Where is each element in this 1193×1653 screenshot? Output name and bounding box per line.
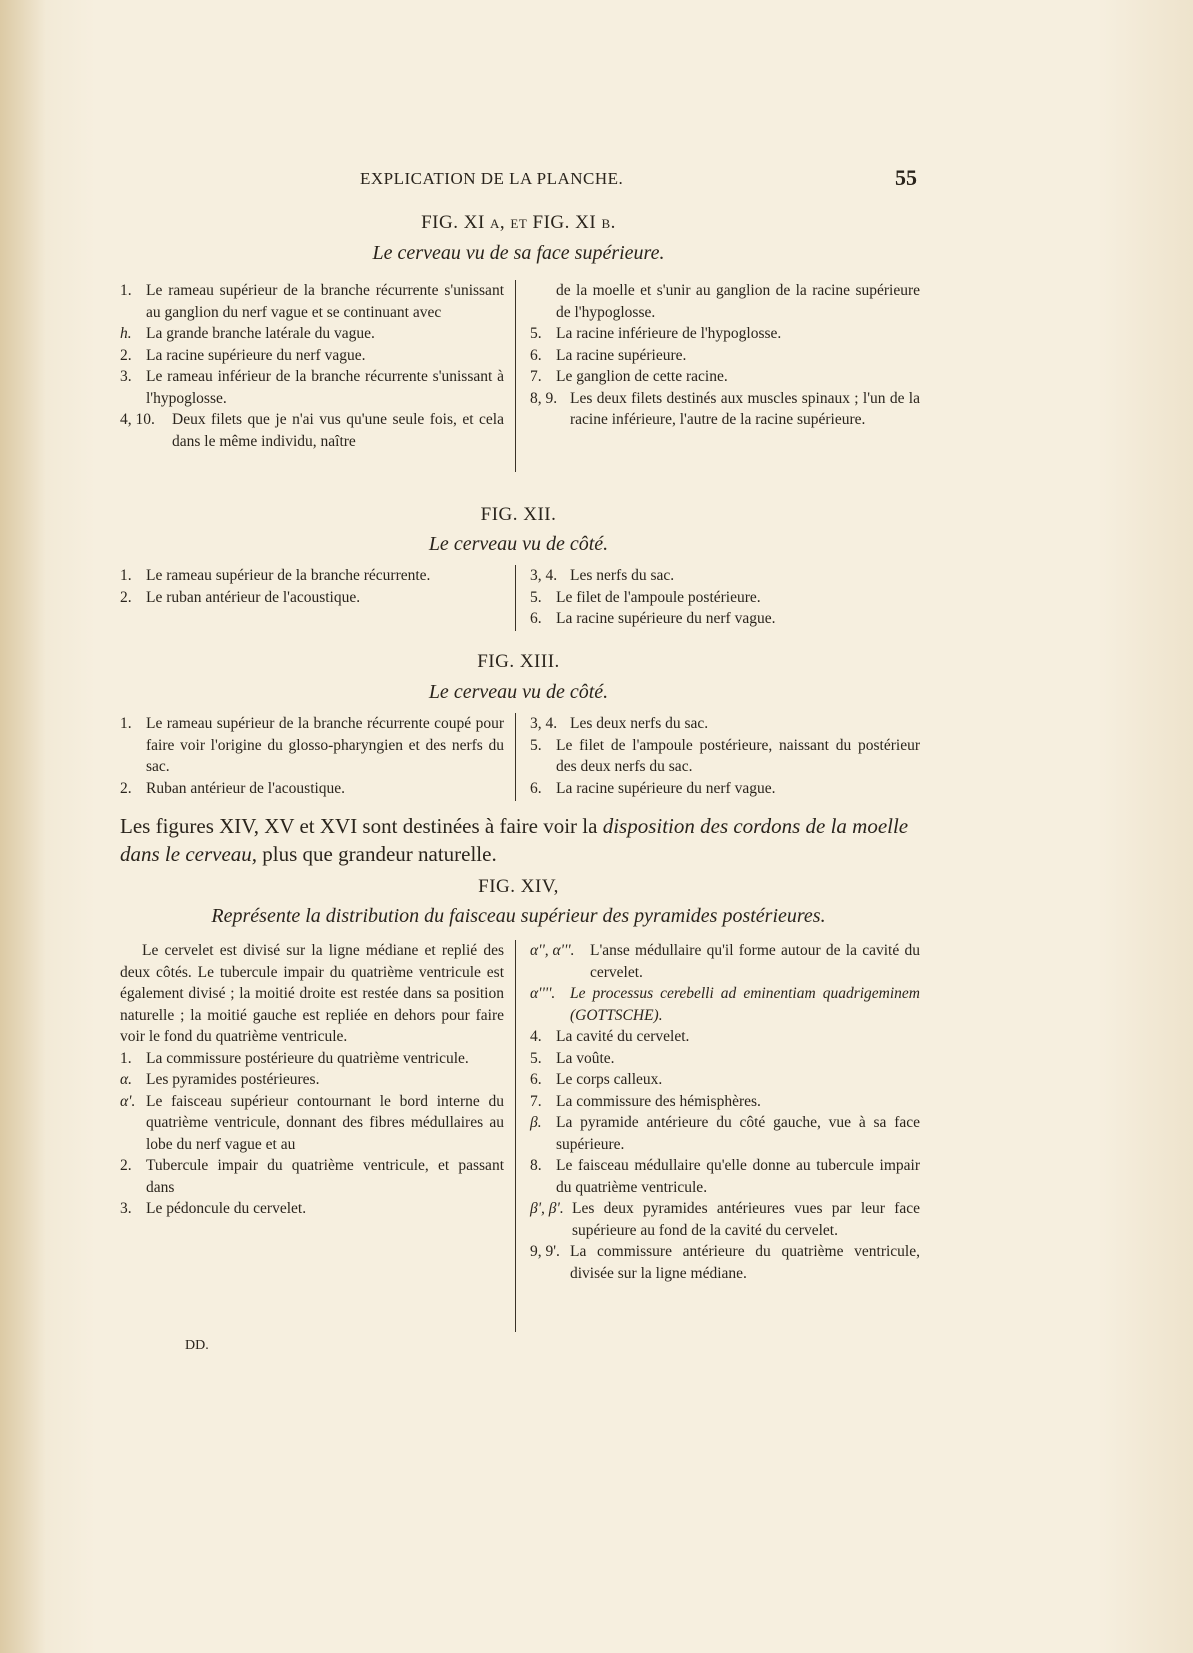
- page-edge-shadow: [0, 0, 46, 1653]
- list-item: 1. La commissure postérieure du quatrième ventricule.: [120, 1049, 469, 1067]
- list-item: 5. La voûte.: [530, 1049, 615, 1067]
- running-title: EXPLICATION DE LA PLANCHE.: [360, 169, 624, 188]
- list-item: α'. Le faisceau supérieur contournant le bord interne du quatrième ventricule, donnant des fibres médullaires au lobe du nerf vague et au: [120, 1092, 504, 1153]
- list-item: 2. Ruban antérieur de l'acoustique.: [120, 779, 346, 797]
- running-head: [120, 165, 917, 195]
- list-item: 5. La racine inférieure de l'hypoglosse.: [530, 325, 782, 342]
- list-item: 6. La racine supérieure du nerf vague.: [530, 610, 776, 627]
- fig-12-heading: FIG. XII.: [480, 504, 557, 525]
- list-item: β. La pyramide antérieure du côté gauche, vue à sa face supérieure.: [530, 1114, 920, 1153]
- intro-paragraph: [120, 812, 917, 868]
- fig-12-subtitle: Le cerveau vu de côté.: [428, 533, 609, 555]
- list-item: 5. Le filet de l'ampoule postérieure.: [530, 588, 761, 606]
- list-item: β', β'. Les deux pyramides antérieures vues par leur face supérieure au fond de la cavité du cervelet.: [530, 1200, 920, 1239]
- intro-text-italic: disposition des cordons de la moelle dans le cerveau,: [120, 814, 909, 866]
- list-item: 4. La cavité du cervelet.: [530, 1028, 690, 1045]
- list-item: 3. Le pédoncule du cervelet.: [120, 1200, 307, 1217]
- list-item: 7. Le ganglion de cette racine.: [530, 368, 728, 385]
- intro-text-3: plus que grandeur naturelle.: [262, 842, 497, 866]
- fig-12-left-column: [120, 565, 504, 608]
- list-item: α. Les pyramides postérieures.: [120, 1071, 320, 1088]
- fig-13-heading: FIG. XIII.: [477, 651, 560, 672]
- list-item: 8, 9. Les deux filets destinés aux muscles spinaux ; l'un de la racine inférieure, l'autre de la racine supérieure.: [530, 389, 920, 428]
- fig-11-heading: FIG. XI a, et FIG. XI b.: [421, 212, 616, 233]
- fig-14-heading: FIG. XIV,: [478, 876, 559, 897]
- column-divider: [515, 940, 516, 1332]
- list-item: 1. Le rameau supérieur de la branche récurrente.: [120, 567, 431, 584]
- column-divider: [515, 713, 516, 801]
- list-item: 1. Le rameau supérieur de la branche récurrente s'unissant au ganglion du nerf vague et se continuant avec: [120, 282, 504, 321]
- list-item: α'', α'''. L'anse médullaire qu'il forme autour de la cavité du cervelet.: [530, 942, 920, 981]
- list-item: de la moelle et s'unir au ganglion de la racine supérieure de l'hypoglosse.: [556, 282, 920, 321]
- fig-14-right-column: [530, 940, 920, 1284]
- fig-14-left-column: [120, 940, 504, 1220]
- column-divider: [515, 280, 516, 472]
- fig-12-right-column: [530, 565, 920, 630]
- fig-11-left-column: [120, 280, 504, 452]
- list-item: 2. La racine supérieure du nerf vague.: [120, 346, 366, 364]
- list-item: h. La grande branche latérale du vague.: [120, 325, 375, 342]
- list-item: 8. Le faisceau médullaire qu'elle donne au tubercule impair du quatrième ventricule.: [530, 1157, 920, 1196]
- fig-13-right-column: [530, 713, 920, 799]
- fig-13-subtitle: Le cerveau vu de côté.: [428, 681, 609, 703]
- list-item: 4, 10. Deux filets que je n'ai vus qu'une seule fois, et cela dans le même individu, naître: [120, 411, 504, 450]
- list-item: 3, 4. Les nerfs du sac.: [530, 567, 675, 584]
- intro-text-1: Les figures XIV, XV et XVI sont destinées à faire voir la: [120, 814, 598, 838]
- list-item: 5. Le filet de l'ampoule postérieure, naissant du postérieur des deux nerfs du sac.: [530, 736, 920, 775]
- fig-11-subtitle: Le cerveau vu de sa face supérieure.: [372, 242, 665, 264]
- fig-14-subtitle: Représente la distribution du faisceau supérieur des pyramides postérieures.: [211, 905, 826, 927]
- list-item: 6. Le corps calleux.: [530, 1071, 663, 1088]
- list-item: 6. La racine supérieure.: [530, 346, 687, 364]
- list-item: 3. Le rameau inférieur de la branche récurrente s'unissant à l'hypoglosse.: [120, 368, 504, 407]
- column-divider: [515, 565, 516, 631]
- page-number: 55: [895, 165, 917, 190]
- signature-mark: DD.: [185, 1338, 209, 1353]
- list-item: 1. Le rameau supérieur de la branche récurrente coupé pour faire voir l'origine du glosso-pharyngien et des nerfs du sac.: [120, 715, 504, 775]
- fig-14-description: Le cervelet est divisé sur la ligne médiane et replié des deux côtés. Le tubercule impair du quatrième ventricule est également divisé ; la moitié droite est restée dans sa position naturelle ; la moitié gauche est repliée en dehors pour faire voir le fond du quatrième ventricule.: [120, 942, 504, 1045]
- fig-11-right-column: [530, 280, 920, 431]
- fig-13-left-column: [120, 713, 504, 799]
- list-item: 2. Tubercule impair du quatrième ventricule, et passant dans: [120, 1157, 504, 1196]
- list-item: 3, 4. Les deux nerfs du sac.: [530, 715, 709, 732]
- list-item: 6. La racine supérieure du nerf vague.: [530, 779, 776, 797]
- list-item: 7. La commissure des hémisphères.: [530, 1092, 761, 1110]
- list-item: 9, 9'. La commissure antérieure du quatrième ventricule, divisée sur la ligne médiane.: [530, 1243, 920, 1282]
- list-item: α''''. Le processus cerebelli ad eminentiam quadrigeminem (GOTTSCHE).: [530, 985, 920, 1024]
- list-item: 2. Le ruban antérieur de l'acoustique.: [120, 588, 361, 606]
